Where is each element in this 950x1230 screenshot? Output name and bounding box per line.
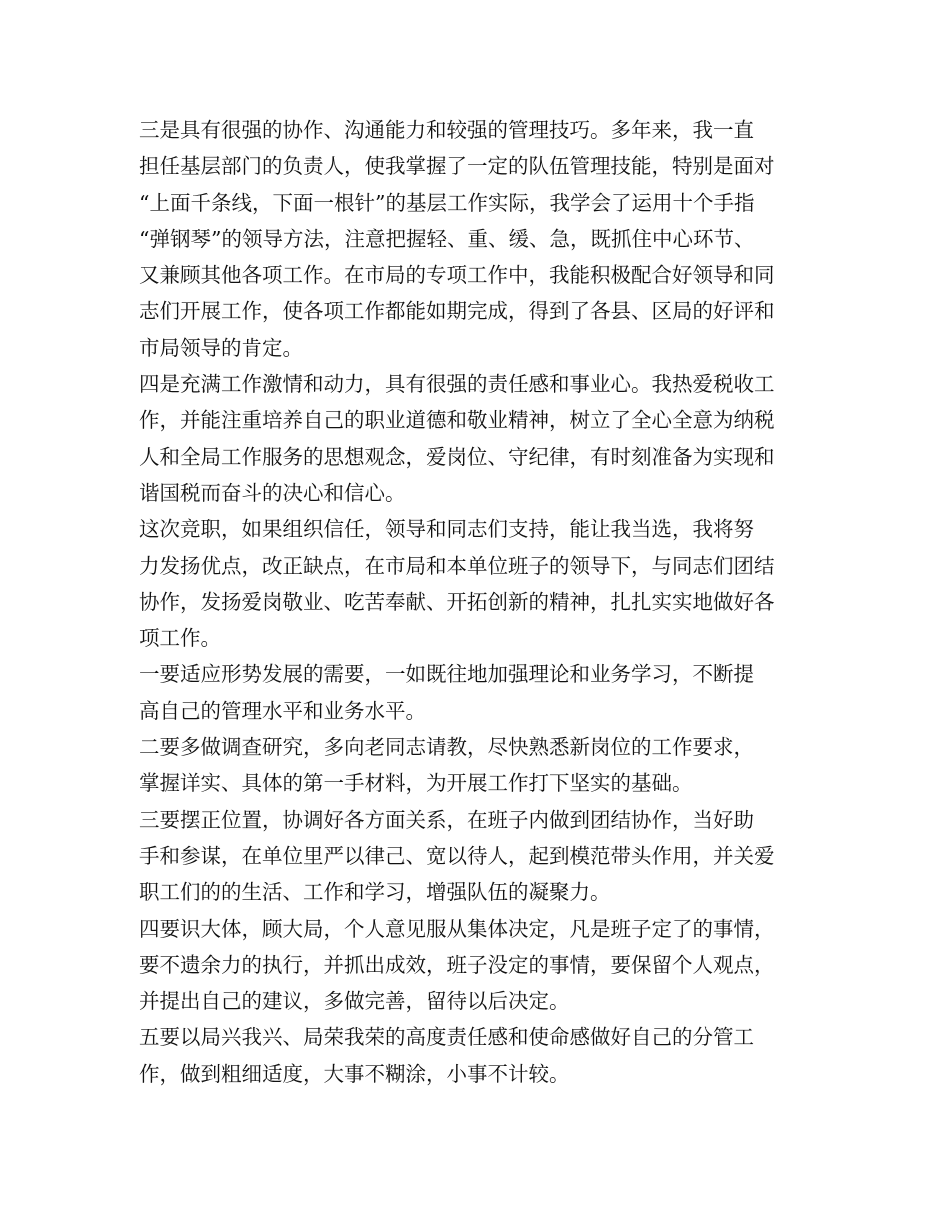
- text-line: 作，并能注重培养自己的职业道德和敬业精神，树立了全心全意为纳税: [139, 408, 775, 433]
- text-line: 项工作。: [139, 626, 221, 651]
- text-line: 四要识大体，顾大局，个人意见服从集体决定，凡是班子定了的事情，: [139, 916, 775, 941]
- text-line: 四是充满工作激情和动力，具有很强的责任感和事业心。我热爱税收工: [139, 372, 775, 397]
- text-line: 力发扬优点，改正缺点，在市局和本单位班子的领导下，与同志们团结: [139, 553, 775, 578]
- text-line: 并提出自己的建议，多做完善，留待以后决定。: [139, 989, 570, 1014]
- text-line: 高自己的管理水平和业务水平。: [139, 698, 426, 723]
- text-line: 掌握详实、具体的第一手材料，为开展工作打下坚实的基础。: [139, 771, 693, 796]
- text-line: 人和全局工作服务的思想观念，爱岗位、守纪律，有时刻准备为实现和: [139, 444, 775, 469]
- text-line: 三是具有很强的协作、沟通能力和较强的管理技巧。多年来，我一直: [139, 118, 754, 142]
- text-line: 作，做到粗细适度，大事不糊涂，小事不计较。: [139, 1061, 570, 1086]
- text-line: 三要摆正位置，协调好各方面关系，在班子内做到团结协作，当好助: [139, 807, 754, 832]
- document-body: [139, 112, 829, 1092]
- text-line: 担任基层部门的负责人，使我掌握了一定的队伍管理技能，特别是面对: [139, 154, 775, 179]
- text-line: “弹钢琴”的领导方法，注意把握轻、重、缓、急，既抓住中心环节、: [139, 226, 755, 251]
- text-line: 职工们的的生活、工作和学习，增强队伍的凝聚力。: [139, 880, 611, 905]
- text-line: 这次竞职，如果组织信任，领导和同志们支持，能让我当选，我将努: [139, 517, 754, 542]
- text-line: 要不遗余力的执行，并抓出成效，班子没定的事情，要保留个人观点，: [139, 952, 775, 977]
- text-line: 协作，发扬爱岗敬业、吃苦奉献、开拓创新的精神，扎扎实实地做好各: [139, 589, 775, 614]
- text-line: 五要以局兴我兴、局荣我荣的高度责任感和使命感做好自己的分管工: [139, 1025, 754, 1050]
- text-line: 谐国税而奋斗的决心和信心。: [139, 480, 406, 505]
- text-line: 市局领导的肯定。: [139, 335, 303, 360]
- text-line: “上面千条线，下面一根针”的基层工作实际，我学会了运用十个手指: [139, 190, 755, 215]
- text-line: 一要适应形势发展的需要，一如既往地加强理论和业务学习，不断提: [139, 662, 754, 687]
- text-line: 手和参谋，在单位里严以律己、宽以待人，起到模范带头作用，并关爱: [139, 843, 775, 868]
- text-line: 二要多做调查研究，多向老同志请教，尽快熟悉新岗位的工作要求，: [139, 735, 754, 760]
- text-line: 又兼顾其他各项工作。在市局的专项工作中，我能积极配合好领导和同: [139, 263, 775, 288]
- text-line: 志们开展工作，使各项工作都能如期完成，得到了各县、区局的好评和: [139, 299, 775, 324]
